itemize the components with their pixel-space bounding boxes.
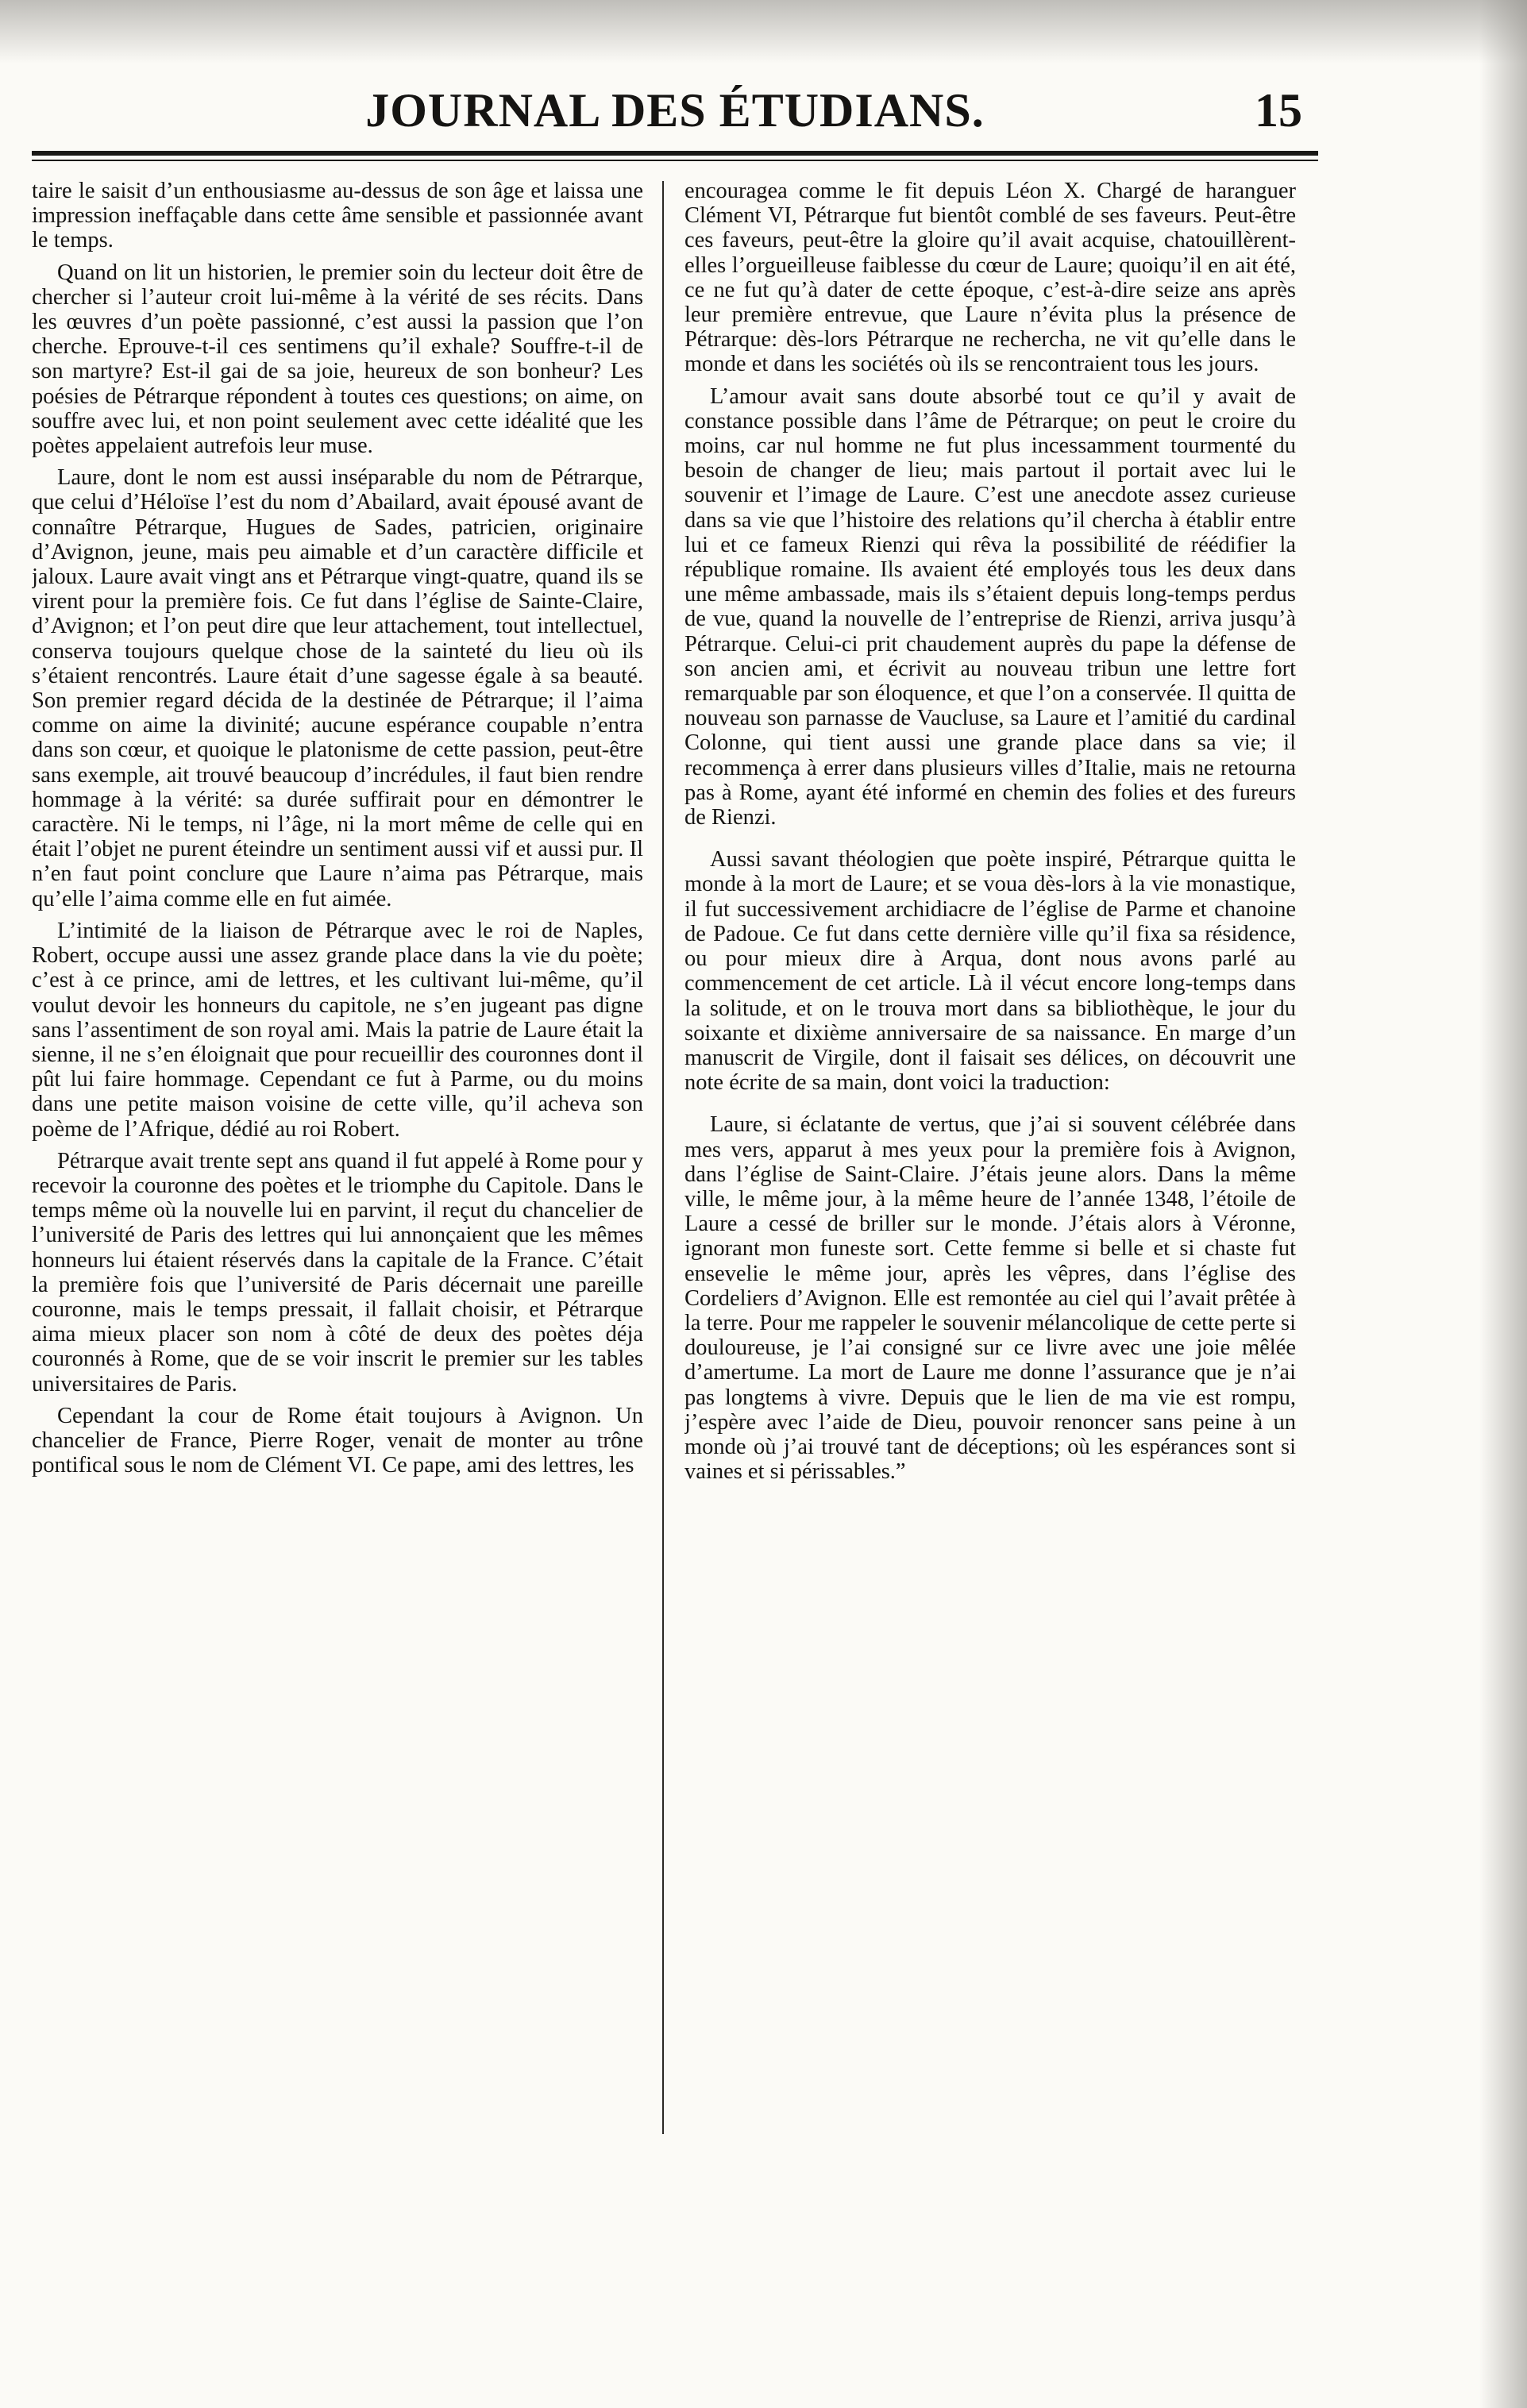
page-number: 15 — [1255, 84, 1302, 137]
paragraph: L’amour avait sans doute absorbé tout ce qu’il y avait de constance possible dans l’âme de Pétrarque; on peut le croire du moins, car nul homme ne fut plus incessamment tourmenté du besoin de changer de lieu; mais partout il portait avec lui le souvenir et l’image de Laure. C’est une anecdote assez curieuse dans sa vie que l’histoire des relations qu’il chercha à établir entre lui et ce fameux Rienzi qui rêva la possibilité de réédifier la république romaine. Ils avaient été employés tous les deux dans une même ambassade, mais ils s’étaient depuis long-temps perdus de vue, quand la nouvelle de l’entreprise de Rienzi, arriva jusqu’à Pétrarque. Celui-ci prit chaudement auprès du pape la défense de son ancien ami, et écrivit au nouveau tribun une lettre fort remarquable par son éloquence, et que l’on a conservée. Il quitta de nouveau son parnasse de Vaucluse, sa Laure et l’amitié du cardinal Colonne, qui tient aussi une grande place dans sa vie; il recommença à errer dans plusieurs villes d’Italie, mais ne retourna pas à Rome, ayant été informé en chemin des folies et des fureurs de Rienzi. — [684, 383, 1296, 830]
left-column — [32, 179, 643, 2163]
paragraph: Laure, dont le nom est aussi inséparable du nom de Pétrarque, que celui d’Héloïse l’est du nom d’Abailard, avait épousé avant de connaître Pétrarque, Hugues de Sades, patricien, originaire d’Avignon, jeune, mais peu aimable et d’un caractère difficile et jaloux. Laure avait vingt ans et Pétrarque vingt-quatre, quand ils se virent pour la première fois. Ce fut dans l’église de Sainte-Claire, d’Avignon; et l’on peut dire que leur attachement, tout intellectuel, conserva toujours quelque chose de la sainteté du lieu où ils s’étaient rencontrés. Laure était d’une sagesse égale à sa beauté. Son premier regard décida de la destinée de Pétrarque; il l’aima comme on aime la divinité; aucune espérance coupable n’entra dans son cœur, et quoique le platonisme de cette passion, peut-être sans exemple, ait trouvé beaucoup d’incrédules, il faut bien rendre hommage à la vérité: sa durée suffirait pour en démontrer le caractère. Ni le temps, ni l’âge, ni la mort même de celle qui en était l’objet ne purent éteindre un sentiment aussi vif et aussi pur. Il n’en faut point conclure que Laure n’aima pas Pétrarque, mais qu’elle l’aima comme elle en fut aimée. — [32, 465, 643, 911]
paragraph: Pétrarque avait trente sept ans quand il fut appelé à Rome pour y recevoir la couronne des poètes et le triomphe du Capitole. Dans le temps même où la nouvelle lui en parvint, il reçut du chancelier de l’université de Paris des lettres qui lui annonçaient que les mêmes honneurs lui étaient réservés dans la capitale de la France. C’était la première fois que l’université de Paris décernait une pareille couronne, mais le temps pressait, il fallait choisir, et Pétrarque aima mieux placer son nom à côté de deux des poètes déja couronnés à Rome, que de se voir inscrit le premier sur les tables universitaires de Paris. — [32, 1148, 643, 1397]
scan-shadow-top — [0, 0, 1527, 64]
paragraph: Quand on lit un historien, le premier soin du lecteur doit être de chercher si l’auteur croit lui-même à la vérité de ses récits. Dans les œuvres d’un poète passionné, c’est aussi la passion que l’on cherche. Eprouve-t-il ces sentimens qu’il exhale? Souffre-t-il de son martyre? Est-il gai de sa joie, heureux de son bonheur? Les poésies de Pétrarque répondent à toutes ces questions; on aime, on souffre avec lui, et non point seulement avec cette idéalité que les poètes appelaient autrefois leur muse. — [32, 260, 643, 459]
column-divider — [662, 181, 664, 2134]
quoted-note: Laure, si éclatante de vertus, que j’ai si souvent célébrée dans mes vers, apparut à mes yeux pour la première fois à Avignon, dans l’église de Saint-Claire. J’étais jeune alors. Dans la même ville, le même jour, à la même heure de l’année 1348, l’étoile de Laure a cessé de briller sur le monde. J’étais alors à Véronne, ignorant mon funeste sort. Cette femme si belle et si chaste fut ensevelie le même jour, après les vêpres, dans l’église des Cordeliers d’Avignon. Elle est remontée au ciel qui l’avait prêtée à la terre. Pour me rappeler le souvenir mélancolique de cette perte si douloureuse, je l’ai consigné sur ce livre avec une joie mêlée d’amertume. La mort de Laure me donne l’assurance que je n’ai pas longtems à vivre. Depuis que le lien de ma vie est rompu, j’espère avec l’aide de Dieu, pouvoir renoncer sans peine à un monde où j’ai trouvé tant de déceptions; où les espérances sont si vaines et si périssables.” — [684, 1112, 1296, 1485]
journal-title: JOURNAL DES ÉTUDIANS. — [365, 84, 985, 137]
header-rule-thick — [32, 151, 1318, 156]
header-rule-thin — [32, 160, 1318, 161]
paragraph: encouragea comme le fit depuis Léon X. Chargé de haranguer Clément VI, Pétrarque fut bientôt comblé de ses faveurs. Peut-être ces faveurs, peut-être la gloire qu’il avait acquise, chatouillèrent-elles l’orgueilleuse faiblesse du cœur de Laure; quoiqu’il en ait été, ce ne fut qu’à dater de cette époque, c’est-à-dire seize ans après leur première entrevue, que Laure n’évita plus la présence de Pétrarque: dès-lors Pétrarque ne rechercha, ne vit qu’elle dans le monde et dans les sociétés où ils se rencontraient tous les jours. — [684, 179, 1296, 377]
scan-shadow-right — [1479, 0, 1527, 2408]
paragraph: Aussi savant théologien que poète inspiré, Pétrarque quitta le monde à la mort de Laure; et se voua dès-lors à la vie monastique, il fut successivement archidiacre de l’église de Parme et chanoine de Padoue. Ce fut dans cette dernière ville qu’il fixa sa résidence, ou pour mieux dire à Arqua, dont nous avons parlé au commencement de cet article. Là il vécut encore long-temps dans la solitude, et on le trouva mort dans sa bibliothèque, le jour du soixante et dixième anniversaire de sa naissance. En marge d’un manuscrit de Virgile, dont il faisait ses délices, on découvrit une note écrite de sa main, dont voici la traduction: — [684, 847, 1296, 1096]
paragraph: Cependant la cour de Rome était toujours à Avignon. Un chancelier de France, Pierre Roger, venait de monter au trône pontifical sous le nom de Clément VI. Ce pape, ami des lettres, les — [32, 1403, 643, 1478]
page-header — [32, 83, 1318, 147]
right-column — [684, 179, 1296, 2163]
paragraph: taire le saisit d’un enthousiasme au-dessus de son âge et laissa une impression ineffaçable dans cette âme sensible et passionnée avant le temps. — [32, 179, 643, 253]
paragraph: L’intimité de la liaison de Pétrarque avec le roi de Naples, Robert, occupe aussi une assez grande place dans la vie du poète; c’est à ce prince, ami de lettres, et les cultivant lui-même, qu’il voulut devoir les honneurs du capitole, ne s’en jugeant pas digne sans l’assentiment de son royal ami. Mais la patrie de Laure était la sienne, il ne s’en éloignait que pour recueillir des couronnes dont il pût lui faire hommage. Cependant ce fut à Parme, ou du moins dans une petite maison voisine de cette ville, qu’il acheva son poème de l’Afrique, dédié au roi Robert. — [32, 918, 643, 1142]
